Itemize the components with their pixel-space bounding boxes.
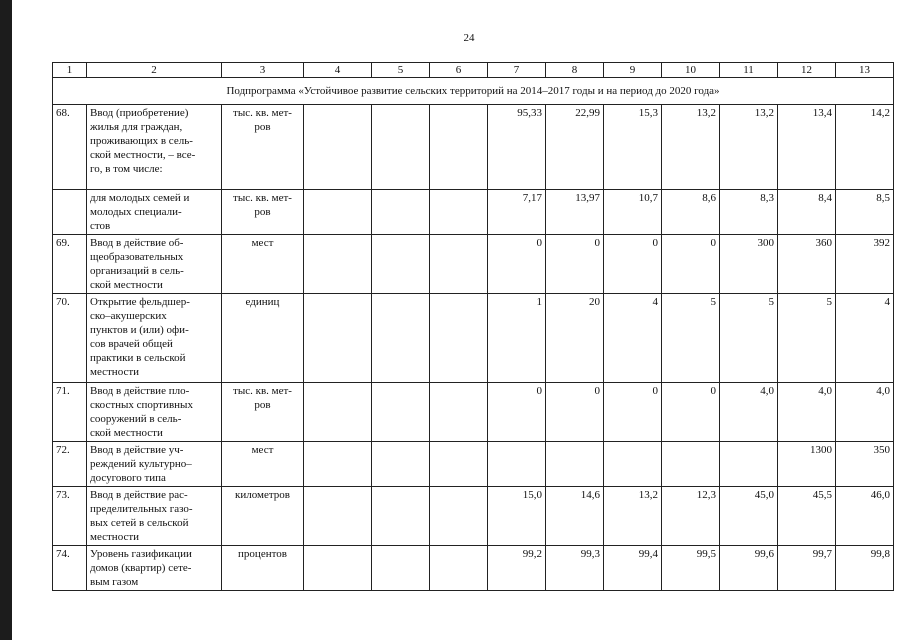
scan-page-edge bbox=[0, 0, 12, 640]
value-cell: 95,33 bbox=[488, 105, 546, 190]
value-cell: 13,2 bbox=[662, 105, 720, 190]
value-cell bbox=[304, 442, 372, 487]
column-number: 2 bbox=[87, 63, 222, 78]
value-cell: 4,0 bbox=[720, 383, 778, 442]
value-cell bbox=[304, 105, 372, 190]
value-cell: 22,99 bbox=[546, 105, 604, 190]
indicator-name: для молодых семей и молодых специали- стов bbox=[87, 190, 222, 235]
table-row bbox=[53, 294, 894, 383]
value-cell: 14,6 bbox=[546, 487, 604, 546]
indicator-name: Открытие фельдшер- ско–акушерских пунктов и (или) офи- сов врачей общей практики в сельской местности bbox=[87, 294, 222, 383]
value-cell bbox=[304, 235, 372, 294]
value-cell bbox=[372, 487, 430, 546]
table-row bbox=[53, 383, 894, 442]
value-cell: 300 bbox=[720, 235, 778, 294]
value-cell: 5 bbox=[778, 294, 836, 383]
value-cell: 0 bbox=[604, 235, 662, 294]
value-cell: 0 bbox=[546, 235, 604, 294]
value-cell bbox=[372, 546, 430, 591]
unit-cell: тыс. кв. мет- ров bbox=[222, 383, 304, 442]
column-number: 11 bbox=[720, 63, 778, 78]
value-cell: 5 bbox=[662, 294, 720, 383]
column-number: 4 bbox=[304, 63, 372, 78]
indicator-name: Уровень газификации домов (квартир) сете- вым газом bbox=[87, 546, 222, 591]
indicator-name: Ввод в действие об- щеобразовательных организаций в сель- ской местности bbox=[87, 235, 222, 294]
unit-cell: тыс. кв. мет- ров bbox=[222, 190, 304, 235]
value-cell: 45,5 bbox=[778, 487, 836, 546]
value-cell: 0 bbox=[662, 383, 720, 442]
value-cell: 10,7 bbox=[604, 190, 662, 235]
column-number: 6 bbox=[430, 63, 488, 78]
value-cell bbox=[430, 487, 488, 546]
value-cell: 13,2 bbox=[604, 487, 662, 546]
value-cell: 8,3 bbox=[720, 190, 778, 235]
value-cell bbox=[372, 294, 430, 383]
value-cell bbox=[304, 294, 372, 383]
unit-cell: тыс. кв. мет- ров bbox=[222, 105, 304, 190]
column-number: 12 bbox=[778, 63, 836, 78]
indicator-name: Ввод в действие пло- скостных спортивных сооружений в сель- ской местности bbox=[87, 383, 222, 442]
value-cell bbox=[430, 442, 488, 487]
row-number: 71. bbox=[53, 383, 87, 442]
value-cell bbox=[430, 294, 488, 383]
column-number: 3 bbox=[222, 63, 304, 78]
indicator-name: Ввод в действие рас- пределительных газо- вых сетей в сельской местности bbox=[87, 487, 222, 546]
value-cell bbox=[304, 487, 372, 546]
column-number: 10 bbox=[662, 63, 720, 78]
row-number: 74. bbox=[53, 546, 87, 591]
value-cell: 0 bbox=[604, 383, 662, 442]
value-cell bbox=[372, 105, 430, 190]
value-cell: 4,0 bbox=[836, 383, 894, 442]
row-number: 69. bbox=[53, 235, 87, 294]
value-cell: 350 bbox=[836, 442, 894, 487]
value-cell: 14,2 bbox=[836, 105, 894, 190]
value-cell: 4 bbox=[604, 294, 662, 383]
value-cell: 4 bbox=[836, 294, 894, 383]
subprogram-title: Подпрограмма «Устойчивое развитие сельских территорий на 2014–2017 годы и на период до 2020 года» bbox=[53, 78, 894, 105]
value-cell bbox=[720, 442, 778, 487]
value-cell: 45,0 bbox=[720, 487, 778, 546]
unit-cell: мест bbox=[222, 442, 304, 487]
value-cell: 13,2 bbox=[720, 105, 778, 190]
row-number: 73. bbox=[53, 487, 87, 546]
value-cell bbox=[304, 190, 372, 235]
column-number-row bbox=[53, 63, 894, 78]
table-row bbox=[53, 235, 894, 294]
value-cell bbox=[430, 105, 488, 190]
table-row bbox=[53, 487, 894, 546]
column-number: 1 bbox=[53, 63, 87, 78]
value-cell: 99,3 bbox=[546, 546, 604, 591]
value-cell: 99,5 bbox=[662, 546, 720, 591]
value-cell: 13,97 bbox=[546, 190, 604, 235]
value-cell bbox=[372, 442, 430, 487]
unit-cell: мест bbox=[222, 235, 304, 294]
subprogram-row bbox=[53, 78, 894, 105]
value-cell: 7,17 bbox=[488, 190, 546, 235]
value-cell: 99,6 bbox=[720, 546, 778, 591]
value-cell: 360 bbox=[778, 235, 836, 294]
value-cell: 99,8 bbox=[836, 546, 894, 591]
value-cell bbox=[430, 383, 488, 442]
unit-cell: единиц bbox=[222, 294, 304, 383]
value-cell: 0 bbox=[488, 383, 546, 442]
value-cell bbox=[604, 442, 662, 487]
value-cell bbox=[662, 442, 720, 487]
unit-cell: километров bbox=[222, 487, 304, 546]
indicator-name: Ввод в действие уч- реждений культурно– досугового типа bbox=[87, 442, 222, 487]
row-number bbox=[53, 190, 87, 235]
value-cell bbox=[430, 546, 488, 591]
value-cell: 4,0 bbox=[778, 383, 836, 442]
value-cell bbox=[546, 442, 604, 487]
column-number: 13 bbox=[836, 63, 894, 78]
value-cell: 15,3 bbox=[604, 105, 662, 190]
column-number: 7 bbox=[488, 63, 546, 78]
row-number: 70. bbox=[53, 294, 87, 383]
value-cell bbox=[304, 546, 372, 591]
value-cell: 1 bbox=[488, 294, 546, 383]
value-cell bbox=[488, 442, 546, 487]
value-cell: 0 bbox=[662, 235, 720, 294]
value-cell: 8,5 bbox=[836, 190, 894, 235]
value-cell: 0 bbox=[546, 383, 604, 442]
indicators-table bbox=[52, 62, 894, 591]
value-cell: 13,4 bbox=[778, 105, 836, 190]
column-number: 8 bbox=[546, 63, 604, 78]
table-row bbox=[53, 105, 894, 190]
value-cell: 99,2 bbox=[488, 546, 546, 591]
value-cell: 15,0 bbox=[488, 487, 546, 546]
page-number: 24 bbox=[463, 32, 475, 44]
value-cell: 12,3 bbox=[662, 487, 720, 546]
column-number: 9 bbox=[604, 63, 662, 78]
value-cell bbox=[372, 235, 430, 294]
table-row bbox=[53, 442, 894, 487]
value-cell: 46,0 bbox=[836, 487, 894, 546]
value-cell: 0 bbox=[488, 235, 546, 294]
value-cell: 8,6 bbox=[662, 190, 720, 235]
value-cell bbox=[372, 383, 430, 442]
value-cell: 8,4 bbox=[778, 190, 836, 235]
table-row bbox=[53, 190, 894, 235]
row-number: 72. bbox=[53, 442, 87, 487]
value-cell bbox=[430, 235, 488, 294]
value-cell bbox=[372, 190, 430, 235]
value-cell: 392 bbox=[836, 235, 894, 294]
value-cell: 20 bbox=[546, 294, 604, 383]
value-cell: 5 bbox=[720, 294, 778, 383]
value-cell bbox=[430, 190, 488, 235]
unit-cell: процентов bbox=[222, 546, 304, 591]
indicator-name: Ввод (приобретение) жилья для граждан, проживающих в сель- ской местности, – все- го, в том числе: bbox=[87, 105, 222, 190]
value-cell: 99,4 bbox=[604, 546, 662, 591]
table-row bbox=[53, 546, 894, 591]
value-cell: 99,7 bbox=[778, 546, 836, 591]
value-cell: 1300 bbox=[778, 442, 836, 487]
column-number: 5 bbox=[372, 63, 430, 78]
value-cell bbox=[304, 383, 372, 442]
row-number: 68. bbox=[53, 105, 87, 190]
